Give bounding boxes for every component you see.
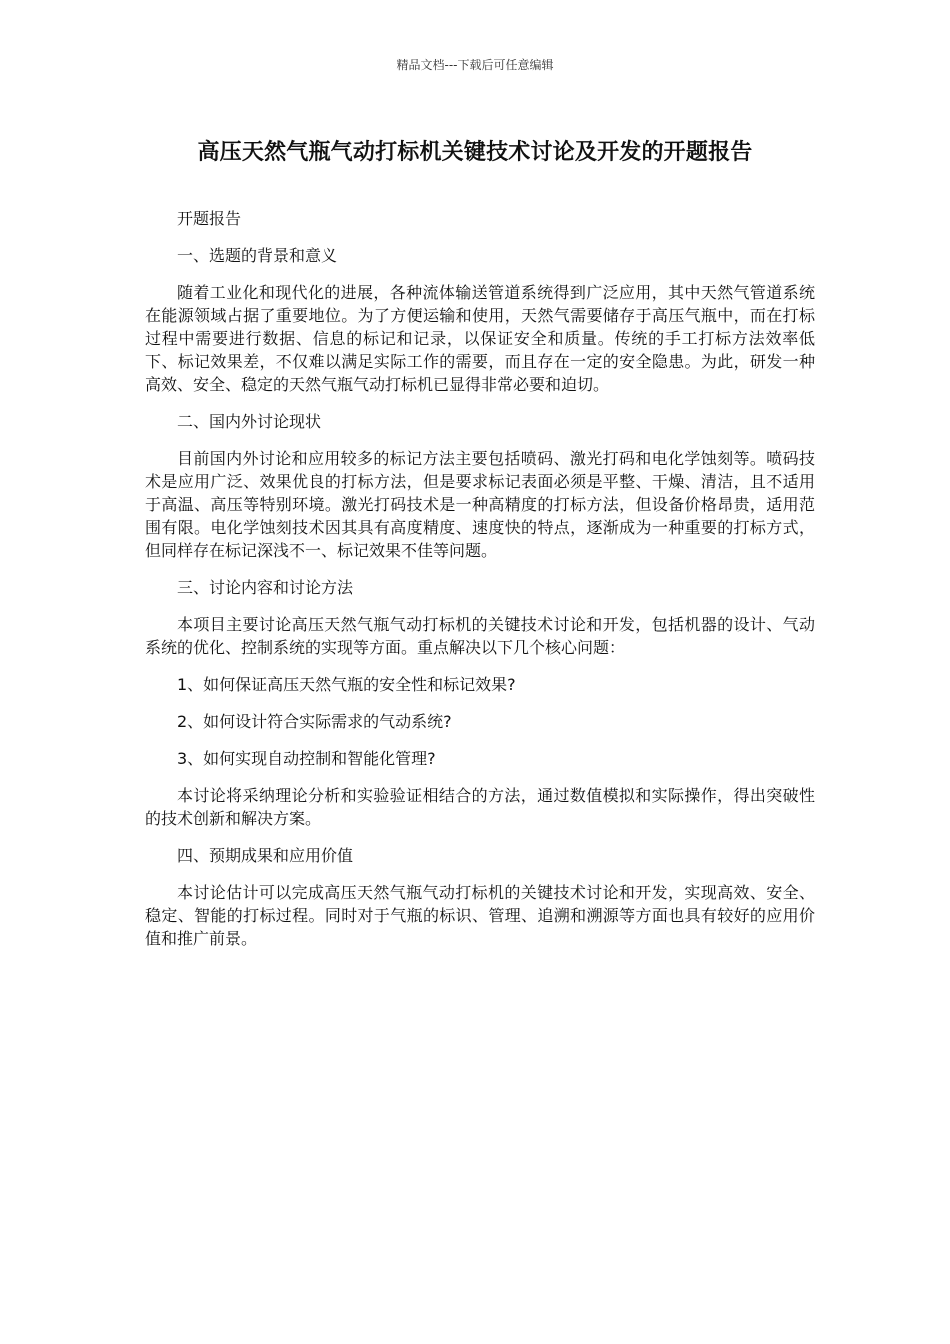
paragraph-content-methods: 本项目主要讨论高压天然气瓶气动打标机的关键技术讨论和开发，包括机器的设计、气动系统的优化、控制系统的实现等方面。重点解决以下几个核心问题： <box>145 615 815 657</box>
document-body <box>145 207 815 964</box>
section-heading-report: 开题报告 <box>177 209 242 228</box>
list-item-question-3: 3、如何实现自动控制和智能化管理? <box>177 749 436 768</box>
section-heading-research-status: 二、国内外讨论现状 <box>177 412 322 431</box>
header-note: 精品文档---下载后可任意编辑 <box>396 58 554 72</box>
paragraph-background: 随着工业化和现代化的进展，各种流体输送管道系统得到广泛应用，其中天然气管道系统在能源领域占据了重要地位。为了方便运输和使用，天然气需要储存于高压气瓶中，而在打标过程中需要进行数据、信息的标记和记录，以保证安全和质量。传统的手工打标方法效率低下、标记效果差，不仅难以满足实际工作的需要，而且存在一定的安全隐患。为此，研发一种高效、安全、稳定的天然气瓶气动打标机已显得非常必要和迫切。 <box>145 283 815 394</box>
document-title: 高压天然气瓶气动打标机关键技术讨论及开发的开题报告 <box>197 140 753 165</box>
paragraph-methodology: 本讨论将采纳理论分析和实验验证相结合的方法，通过数值模拟和实际操作，得出突破性的技术创新和解决方案。 <box>145 786 815 828</box>
section-heading-expected-results: 四、预期成果和应用价值 <box>177 846 354 865</box>
list-item-question-2: 2、如何设计符合实际需求的气动系统? <box>177 712 452 731</box>
paragraph-expected-results: 本讨论估计可以完成高压天然气瓶气动打标机的关键技术讨论和开发，实现高效、安全、稳定、智能的打标过程。同时对于气瓶的标识、管理、追溯和溯源等方面也具有较好的应用价值和推广前景。 <box>145 883 815 948</box>
section-heading-content-methods: 三、讨论内容和讨论方法 <box>177 578 354 597</box>
section-heading-background: 一、选题的背景和意义 <box>177 246 338 265</box>
paragraph-research-status: 目前国内外讨论和应用较多的标记方法主要包括喷码、激光打码和电化学蚀刻等。喷码技术是应用广泛、效果优良的打标方法，但是要求标记表面必须是平整、干燥、清洁，且不适用于高温、高压等特别环境。激光打码技术是一种高精度的打标方法，但设备价格昂贵，适用范围有限。电化学蚀刻技术因其具有高度精度、速度快的特点，逐渐成为一种重要的打标方式，但同样存在标记深浅不一、标记效果不佳等问题。 <box>145 449 815 560</box>
list-item-question-1: 1、如何保证高压天然气瓶的安全性和标记效果? <box>177 675 516 694</box>
